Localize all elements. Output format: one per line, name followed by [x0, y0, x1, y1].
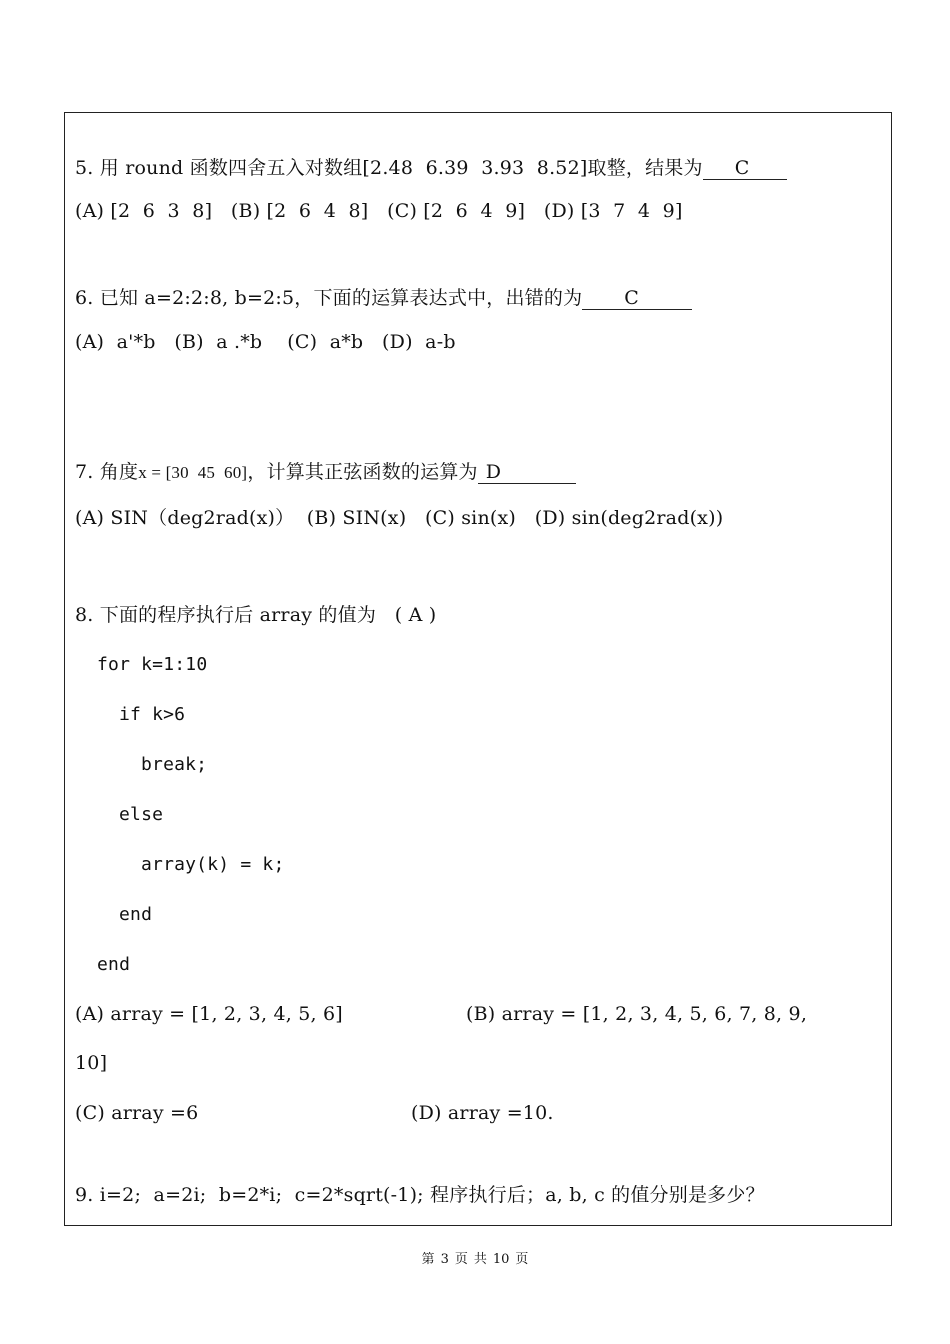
- option-a: (A) [2 6 3 8]: [75, 200, 213, 222]
- footer-text: 页: [454, 1252, 468, 1267]
- option-a: (A) array = [1, 2, 3, 4, 5, 6]: [75, 1003, 343, 1025]
- question-text: 已知 a=2:2:8, b=2:5，下面的运算表达式中，出错的为: [99, 287, 583, 309]
- code-line: for k=1:10: [97, 654, 208, 675]
- option-c: (C) array =6: [75, 1102, 199, 1124]
- answer: C: [624, 287, 640, 309]
- option-c: (C) [2 6 4 9]: [387, 200, 526, 222]
- option-a: (A) a'*b: [75, 331, 156, 353]
- question-text: i=2; a=2i; b=2*i; c=2*sqrt(-1); 程序执行后；a, b, c 的值分别是多少？: [99, 1184, 765, 1206]
- footer-text: 页: [515, 1252, 529, 1267]
- answer: D: [485, 461, 502, 483]
- answer-blank: [582, 287, 692, 310]
- question-7: [75, 460, 576, 485]
- option-b: (B) [2 6 4 8]: [230, 200, 369, 222]
- question-8: [75, 603, 436, 627]
- option-c: (C) sin(x): [425, 507, 517, 529]
- question-9: [75, 1183, 765, 1207]
- option-d: (D) a-b: [382, 331, 456, 353]
- code-line: end: [119, 904, 153, 925]
- option-b: (B) array = [1, 2, 3, 4, 5, 6, 7, 8, 9,: [466, 1003, 808, 1025]
- code-line: end: [97, 954, 131, 975]
- angle-formula: x = [30 45 60]: [138, 463, 248, 482]
- question-text-cont: ，计算其正弦函数的运算为: [247, 461, 478, 483]
- question-text: 用 round 函数四舍五入对数组[2.48 6.39 3.93 8.52]取整，结果为: [99, 157, 703, 179]
- question-number: 9.: [75, 1184, 94, 1206]
- option-b-continued: 10]: [75, 1052, 108, 1074]
- question-6: [75, 286, 692, 310]
- question-text: 下面的程序执行后 array 的值为: [99, 604, 377, 626]
- option-b: (B) a .*b: [174, 331, 263, 353]
- total-pages: 10: [492, 1252, 510, 1267]
- option-a: (A) SIN（deg2rad(x)）: [75, 507, 295, 529]
- question-number: 7.: [75, 461, 94, 483]
- question-number: 8.: [75, 604, 94, 626]
- code-line: if k>6: [119, 704, 186, 725]
- code-line: break;: [141, 754, 208, 775]
- answer-blank: [703, 157, 787, 180]
- option-d: (D) array =10.: [411, 1102, 554, 1124]
- question-text: 角度: [99, 461, 139, 483]
- page-number: 3: [440, 1252, 449, 1267]
- option-b: (B) SIN(x): [306, 507, 407, 529]
- answer: C: [734, 157, 750, 179]
- question-7-options: [75, 506, 723, 530]
- footer-text: 第: [421, 1252, 435, 1267]
- page-footer: [0, 1248, 950, 1267]
- option-d: (D) sin(deg2rad(x)): [534, 507, 724, 529]
- question-5-options: [75, 199, 683, 223]
- footer-text: 共: [473, 1252, 487, 1267]
- question-number: 5.: [75, 157, 94, 179]
- option-d: (D) [3 7 4 9]: [543, 200, 683, 222]
- code-line: else: [119, 804, 164, 825]
- question-number: 6.: [75, 287, 94, 309]
- question-6-options: [75, 330, 456, 354]
- answer: ( A ): [394, 604, 437, 626]
- answer-blank: [478, 461, 576, 484]
- question-5: [75, 156, 787, 180]
- code-line: array(k) = k;: [141, 854, 285, 875]
- option-c: (C) a*b: [287, 331, 364, 353]
